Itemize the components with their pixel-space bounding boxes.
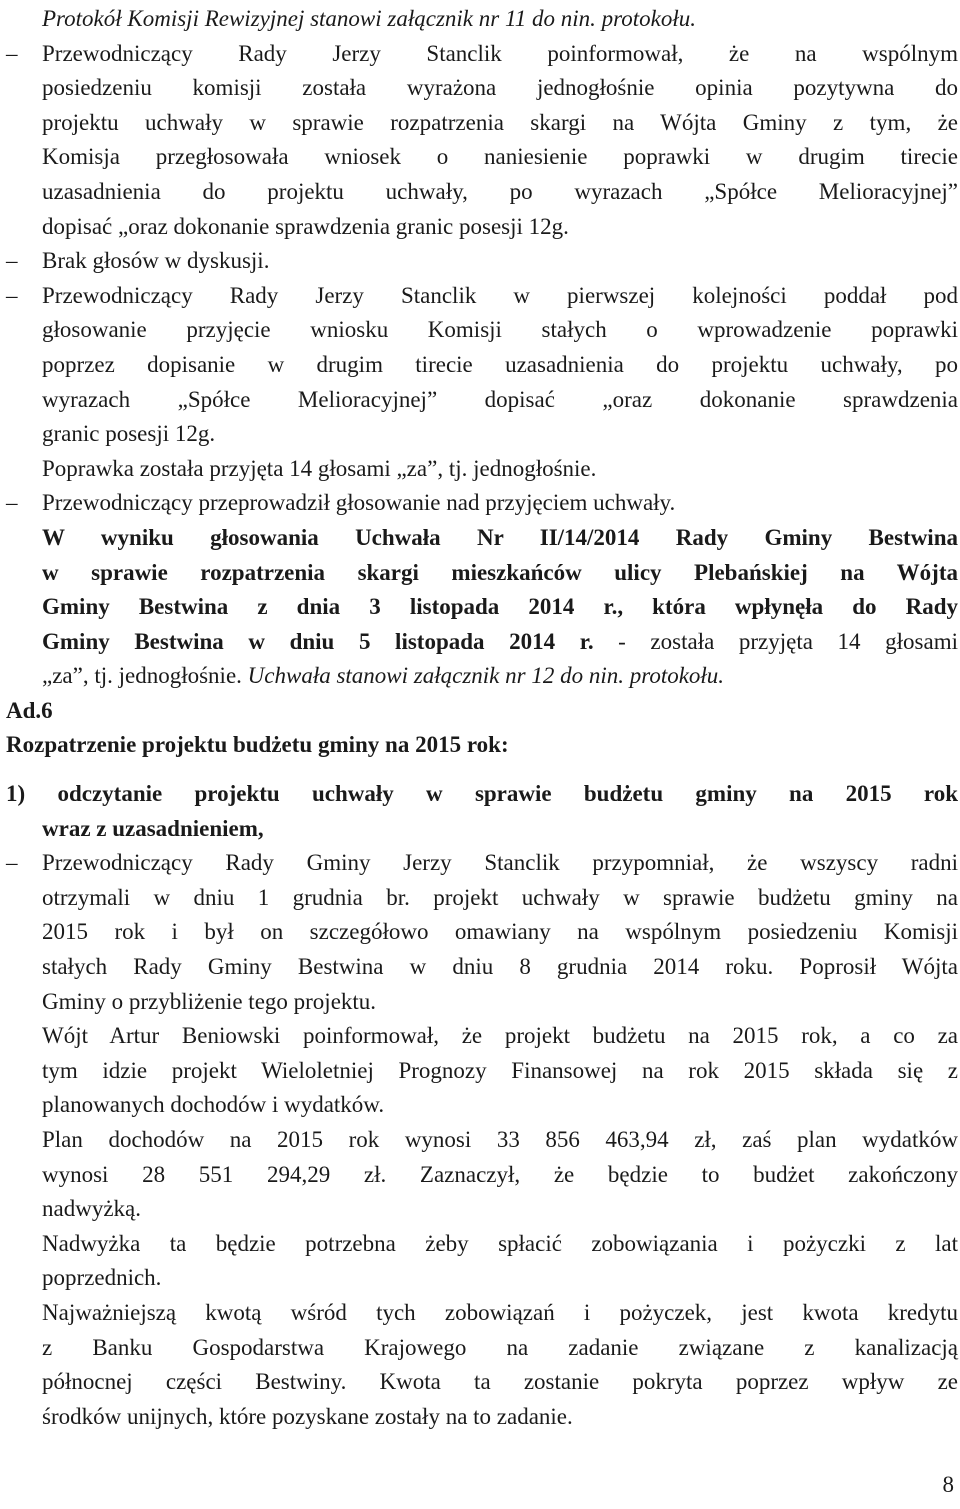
text-line: w sprawie rozpatrzenia skargi mieszkańców ulicy Plebańskiej na Wójta	[42, 559, 958, 585]
section-label: Ad.6	[6, 697, 53, 723]
bullet-item	[6, 846, 958, 1019]
text-line: Poprawka została przyjęta 14 głosami „za”, tj. jednogłośnie.	[42, 455, 597, 481]
text-line: – Przewodniczący Rady Jerzy Stanclik w pierwszej kolejności poddał pod	[42, 282, 958, 308]
text-line: – Przewodniczący przeprowadził głosowanie nad przyjęciem uchwały.	[42, 490, 676, 516]
text-line: Gminy o przybliżenie tego projektu.	[42, 988, 377, 1014]
section-heading: Rozpatrzenie projektu budżetu gminy na 2015 rok:	[6, 732, 509, 758]
text-line: W wyniku głosowania Uchwała Nr II/14/2014 Rady Gminy Bestwina	[42, 524, 958, 550]
bullet-item	[6, 486, 958, 521]
bullet-item	[6, 244, 958, 279]
text-line: poprzednich.	[42, 1265, 162, 1291]
paragraph	[6, 1123, 958, 1227]
text-fragment: „za”, tj. jednogłośnie.	[42, 663, 248, 689]
text-line: z Banku Gospodarstwa Krajowego na zadanie związane z kanalizacją	[42, 1334, 958, 1360]
text-line: wyrazach „Spółce Melioracyjnej” dopisać „oraz dokonanie sprawdzenia	[42, 386, 958, 412]
paragraph	[6, 1296, 958, 1434]
text-line: poprzez dopisanie w drugim tirecie uzasadnienia do projektu uchwały, po	[42, 351, 958, 377]
text-line	[42, 659, 958, 694]
text-line: – Brak głosów w dyskusji.	[42, 248, 270, 274]
attachment-note-11: Protokół Komisji Rewizyjnej stanowi załącznik nr 11 do nin. protokołu.	[42, 6, 696, 31]
text-line: Gminy Bestwina z dnia 3 listopada 2014 r., która wpłynęła do Rady	[42, 594, 958, 620]
numbered-item-heading: 1) odczytanie projektu uchwały w sprawie budżetu gminy na 2015 rok	[6, 781, 958, 807]
text-line: – Przewodniczący Rady Gminy Jerzy Stanclik przypomniał, że wszyscy radni	[42, 850, 958, 876]
text-line: uzasadnienia do projektu uchwały, po wyrazach „Spółce Melioracyjnej”	[42, 178, 958, 204]
bullet-item	[6, 37, 958, 245]
text-line: tym idzie projekt Wieloletniej Prognozy Finansowej na rok 2015 składa się z	[42, 1057, 958, 1083]
text-line: północnej części Bestwiny. Kwota ta zostanie pokryta poprzez wpływ ze	[42, 1369, 958, 1395]
text-line: nadwyżką.	[42, 1196, 141, 1222]
text-line	[42, 625, 958, 660]
spacer	[6, 763, 958, 777]
text-line: Najważniejszą kwotą wśród tych zobowiązań i pożyczek, jest kwota kredytu	[42, 1299, 958, 1325]
text-line: Nadwyżka ta będzie potrzebna żeby spłacić zobowiązania i pożyczki z lat	[42, 1230, 958, 1256]
page-content	[6, 2, 958, 1434]
text-line: granic posesji 12g.	[42, 421, 216, 447]
text-line: otrzymali w dniu 1 grudnia br. projekt uchwały w sprawie budżetu gminy na	[42, 884, 958, 910]
text-line: wynosi 28 551 294,29 zł. Zaznaczył, że będzie to budżet zakończony	[42, 1161, 958, 1187]
text-line: projektu uchwały w sprawie rozpatrzenia skargi na Wójta Gminy z tym, że	[42, 109, 958, 135]
text-line: Komisja przegłosowała wniosek o naniesienie poprawki w drugim tirecie	[42, 144, 958, 170]
text-line: planowanych dochodów i wydatków.	[42, 1092, 385, 1118]
text-line: Plan dochodów na 2015 rok wynosi 33 856 463,94 zł, zaś plan wydatków	[42, 1127, 958, 1152]
text-line: stałych Rady Gminy Bestwina w dniu 8 grudnia 2014 roku. Poprosił Wójta	[42, 954, 958, 980]
text-line: 2015 rok i był on szczegółowo omawiany na wspólnym posiedzeniu Komisji	[42, 919, 958, 945]
bold-fragment: Gminy Bestwina w dniu 5 listopada 2014 r.	[42, 628, 594, 654]
text-line: środków unijnych, które pozyskane zostały na to zadanie.	[42, 1403, 573, 1429]
text-line: Wójt Artur Beniowski poinformował, że projekt budżetu na 2015 rok, a co za	[42, 1023, 958, 1049]
text-line: dopisać „oraz dokonanie sprawdzenia granic posesji 12g.	[42, 213, 569, 239]
resolution-paragraph	[6, 521, 958, 694]
paragraph	[6, 1019, 958, 1123]
text-line: głosowanie przyjęcie wniosku Komisji stałych o wprowadzenie poprawki	[42, 317, 958, 343]
text-line: – Przewodniczący Rady Jerzy Stanclik poinformował, że na wspólnym	[42, 40, 958, 66]
bullet-item	[6, 279, 958, 487]
text-line: posiedzeniu komisji została wyrażona jednogłośnie opinia pozytywna do	[42, 75, 958, 101]
page-number: 8	[942, 1472, 954, 1497]
numbered-item-heading-cont: wraz z uzasadnieniem,	[42, 815, 264, 841]
attachment-note-12: Uchwała stanowi załącznik nr 12 do nin. protokołu.	[247, 663, 725, 689]
text-fragment: - została przyjęta 14 głosami	[593, 628, 958, 654]
paragraph	[6, 1227, 958, 1296]
